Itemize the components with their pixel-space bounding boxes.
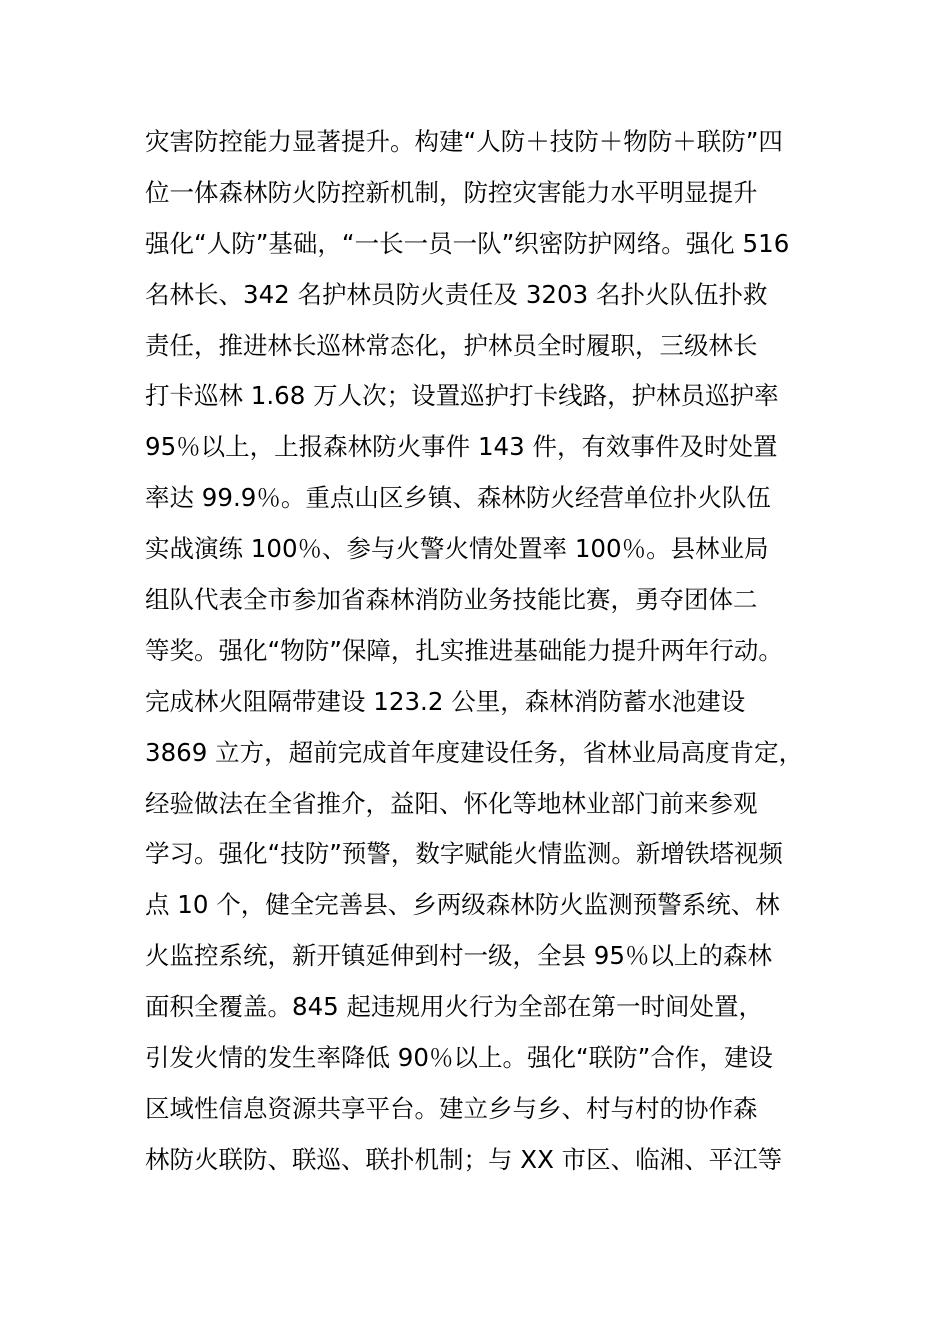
text-line-21: 林防火联防、联巡、联扑机制；与 XX 市区、临湘、平江等 — [145, 1144, 783, 1174]
text-line-8: 率达 99.9％。重点山区乡镇、森林防火经营单位扑火队伍 — [145, 483, 771, 513]
text-line-20: 区域性信息资源共享平台。建立乡与乡、村与村的协作森 — [145, 1093, 758, 1123]
text-line-13: 3869 立方，超前完成首年度建设任务，省林业局高度肯定， — [145, 737, 804, 767]
text-line-3: 强化“人防”基础，“一长一员一队”织密防护网络。强化 516 — [145, 228, 790, 258]
text-line-16: 点 10 个，健全完善县、乡两级森林防火监测预警系统、林 — [145, 890, 780, 920]
text-line-4: 名林长、342 名护林员防火责任及 3203 名扑火队伍扑救 — [145, 279, 768, 309]
text-line-17: 火监控系统，新开镇延伸到村一级，全县 95％以上的森林 — [145, 941, 772, 971]
text-line-18: 面积全覆盖。845 起违规用火行为全部在第一时间处置， — [145, 992, 764, 1022]
text-line-15: 学习。强化“技防”预警，数字赋能火情监测。新增铁塔视频 — [145, 839, 783, 869]
text-line-1: 灾害防控能力显著提升。构建“人防＋技防＋物防＋联防”四 — [145, 127, 783, 156]
text-line-19: 引发火情的发生率降低 90％以上。强化“联防”合作，建设 — [145, 1043, 773, 1073]
text-line-2: 位一体森林防火防控新机制，防控灾害能力水平明显提升 — [145, 177, 758, 207]
text-line-14: 经验做法在全省推介，益阳、怀化等地林业部门前来参观 — [145, 788, 758, 818]
text-line-7: 95％以上，上报森林防火事件 143 件，有效事件及时处置 — [145, 432, 778, 462]
text-line-12: 完成林火阻隔带建设 123.2 公里，森林消防蓄水池建设 — [145, 686, 746, 716]
body-paragraph — [145, 117, 845, 1186]
text-line-6: 打卡巡林 1.68 万人次；设置巡护打卡线路，护林员巡护率 — [145, 381, 779, 411]
text-line-10: 组队代表全市参加省森林消防业务技能比赛，勇夺团体二 — [145, 585, 758, 615]
text-line-5: 责任，推进林长巡林常态化，护林员全时履职，三级林长 — [145, 330, 758, 360]
text-line-11: 等奖。强化“物防”保障，扎实推进基础能力提升两年行动。 — [145, 635, 783, 665]
text-line-9: 实战演练 100％、参与火警火情处置率 100％。县林业局 — [145, 534, 769, 564]
